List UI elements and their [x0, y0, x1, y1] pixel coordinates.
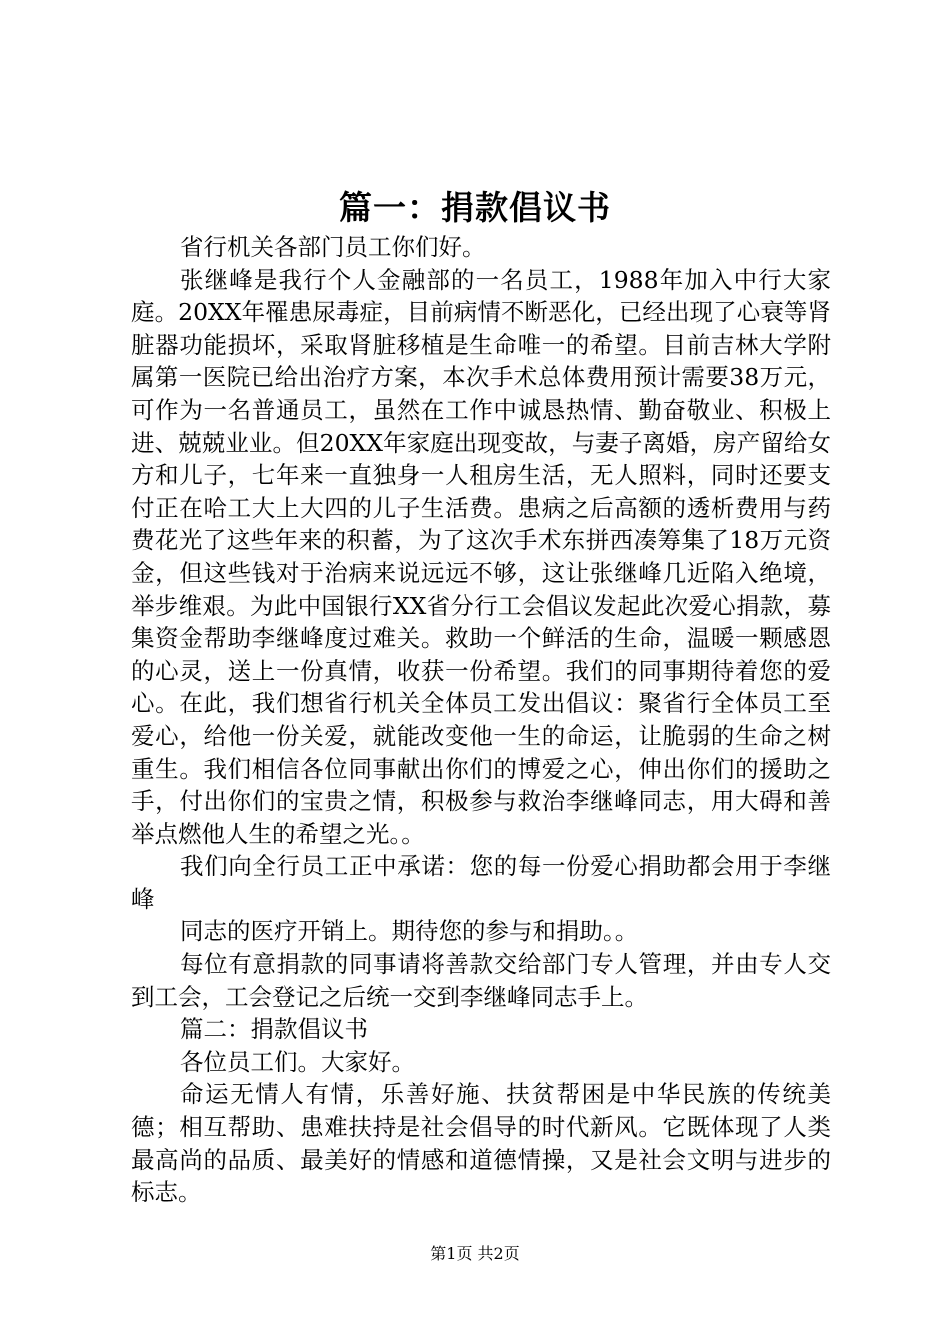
paragraph-promise-continued: 同志的医疗开销上。期待您的参与和捐助。。 — [180, 917, 639, 946]
paragraph-section-two-body: 命运无情人有情，乐善好施、扶贫帮困是中华民族的传统美德；相互帮助、患难扶持是社会倡导的时代新风。它既体现了人类最高尚的品质、最美好的情感和道德情操，又是社会文明与进步的标志。 — [131, 1080, 831, 1207]
paragraph-section-two-greeting: 各位员工们。大家好。 — [180, 1047, 415, 1076]
paragraph-main: 张继峰是我行个人金融部的一名员工，1988年加入中行大家庭。20XX年罹患尿毒症，目前病情不断恶化，已经出现了心衰等肾脏器功能损坏，采取肾脏移植是生命唯一的希望。目前吉林大学附属第一医院已给出治疗方案，本次手术总体费用预计需要38万元，可作为一名普通员工，虽然在工作中诚恳热情、勤奋敬业、积极上进、兢兢业业。但20XX年家庭出现变故，与妻子离婚，房产留给女方和儿子，七年来一直独身一人租房生活，无人照料，同时还要支付正在哈工大上大四的儿子生活费。患病之后高额的透析费用与药费花光了这些年来的积蓄，为了这次手术东拼西凑筹集了18万元资金，但这些钱对于治病来说远远不够，这让张继峰几近陷入绝境，举步维艰。为此中国银行XX省分行工会倡议发起此次爱心捐款，募集资金帮助李继峰度过难关。救助一个鲜活的生命，温暖一颗感恩的心灵，送上一份真情，收获一份希望。我们的同事期待着您的爱心。在此，我们想省行机关全体员工发出倡议：聚省行全体员工至爱心，给他一份关爱，就能改变他一生的命运，让脆弱的生命之树重生。我们相信各位同事献出你们的博爱之心，伸出你们的援助之手，付出你们的宝贵之情，积极参与救治李继峰同志，用大碍和善举点燃他人生的希望之光。。 — [131, 265, 831, 848]
section-two-heading: 篇二：捐款倡议书 — [180, 1015, 368, 1044]
paragraph-promise: 我们向全行员工正中承诺：您的每一份爱心捐助都会用于李继峰 — [131, 852, 831, 913]
document-body — [131, 231, 831, 1209]
page-number-footer: 第1页 共2页 — [430, 1244, 520, 1263]
paragraph-donation-instructions: 每位有意捐款的同事请将善款交给部门专人管理，并由专人交到工会，工会登记之后统一交到李继峰同志手上。 — [131, 950, 831, 1011]
paragraph-greeting: 省行机关各部门员工你们好。 — [180, 233, 486, 261]
document-title: 篇一：捐款倡议书 — [339, 188, 611, 227]
